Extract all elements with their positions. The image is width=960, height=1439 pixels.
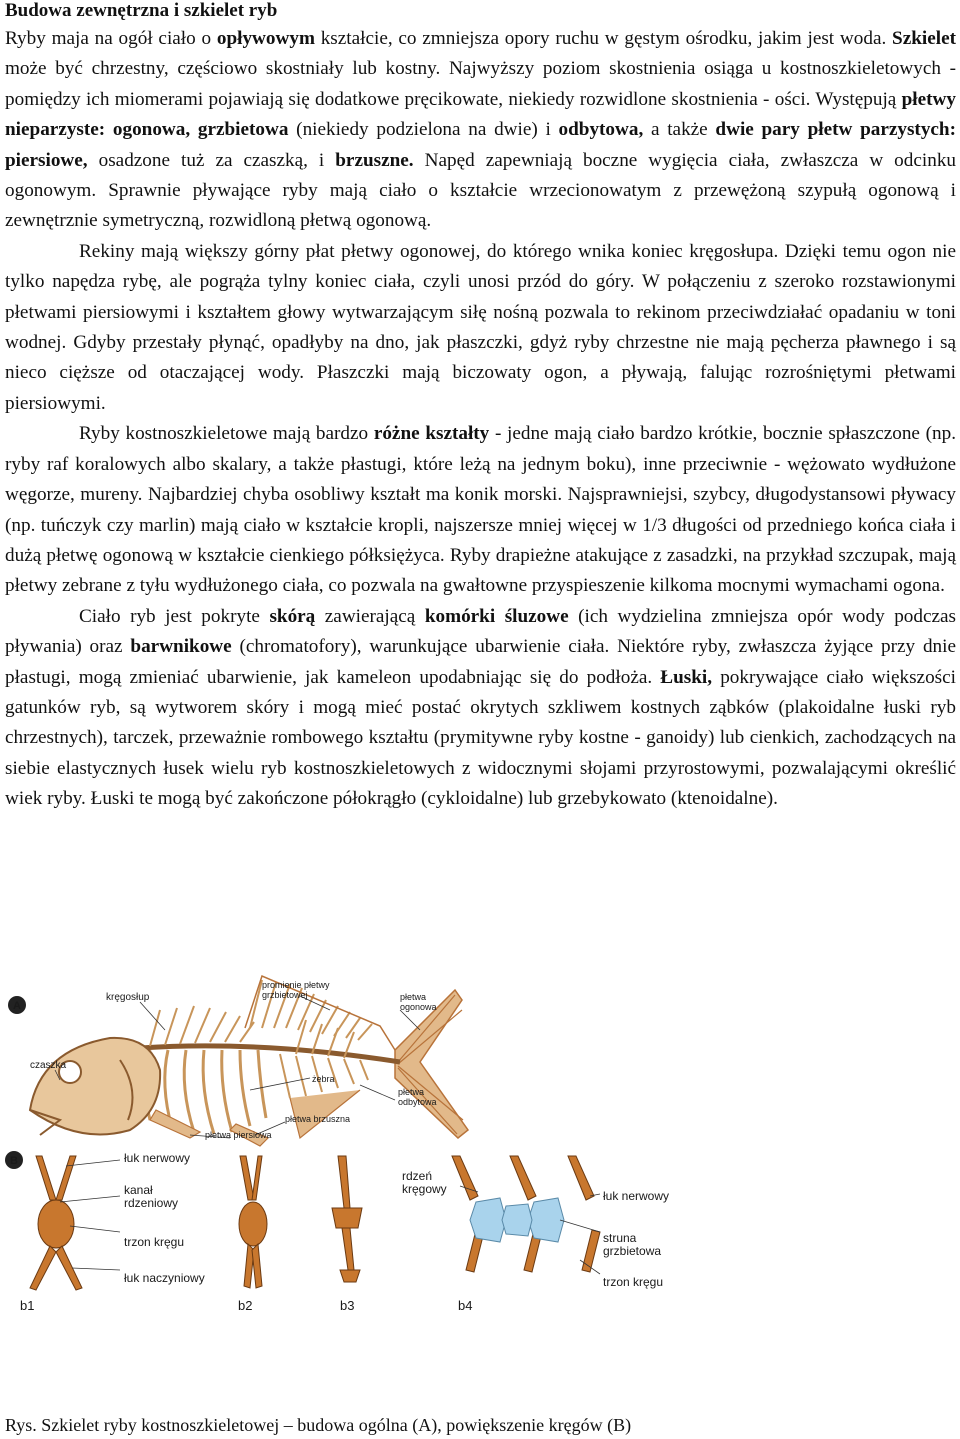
label-pletwa-brzuszna: płetwa brzuszna — [285, 1114, 351, 1124]
paragraph — [5, 24, 956, 237]
label-kanal-rdzeniowy: kanał rdzeniowy — [124, 1183, 179, 1211]
sublabel-b4: b4 — [458, 1298, 473, 1313]
text-run: może być chrzestny, częściowo skostniały lub kostny. Najwyższy poziom skostnienia osiąga u kostnoszkieletowych - pomiędzy ich miomerami pojawiają się dodatkowe pręcikowate, niekiedy rozwidlone skostnienia - ości. Występują — [5, 58, 956, 110]
label-luk-nerwowy: łuk nerwowy — [124, 1151, 191, 1165]
label-luk-naczyniowy: łuk naczyniowy — [124, 1271, 205, 1285]
bold-term: płetwy nieparzyste: ogonowa, grzbietowa — [5, 88, 956, 141]
text-run: - jedne mają ciało bardzo krótkie, bocznie spłaszczone (np. ryby raf koralowych albo skalary, a także płastugi, które leżą na jednym boku), inne przeciwnie - wężowato wydłużone węgorze, mureny. Najbardziej chyba osobliwy kształt ma konik morski. Najsprawniejsi, szybcy, długodystansowi pływacy (np. tuńczyk czy marlin) mają ciało w kształcie kropli, najszersze mniej więcej w 1/3 długości od przedniego końca ciała i dużą płetwę ogonową w kształcie cienkiego półksiężyca. Ryby drapieżne atakujące z zasadzki, na przykład szczupak, mają płetwy zebrane z tyłu wydłużonego ciała, co pozwala na gwałtowne przyspieszenie kilkoma mocnymi wymachami ogona. — [5, 423, 957, 597]
text-run: Ryby kostnoszkieletowe mają bardzo — [79, 423, 374, 445]
text-run: (niekiedy podzielona na dwie) i — [288, 119, 559, 141]
label-kregoslup: kręgosłup — [106, 992, 150, 1003]
page-title: Budowa zewnętrzna i szkielet ryb — [5, 0, 278, 21]
svg-text:A: A — [13, 1000, 21, 1012]
vertebra-b2 — [239, 1156, 267, 1288]
label-czaszka: czaszka — [30, 1060, 67, 1071]
bold-term: Szkielet — [892, 28, 956, 49]
bold-term: skórą — [269, 605, 316, 627]
bold-term: barwnikowe — [130, 636, 232, 658]
label-pletwa-ogonowa: płetwa ogonowa — [400, 992, 437, 1012]
label-trzon-kregu: trzon kręgu — [124, 1235, 185, 1249]
label-pletwa-piersiowa: płetwa piersiowa — [205, 1130, 272, 1140]
text-run: pokrywające ciało większości gatunków ryb, są wytworem skóry i mogą mieć postać okrytych szkliwem kostnych ząbków (plakoidalne łuski ryb chrzestnych), tarczek, przeważnie rombowego kształtu (prymitywne ryby kostne - ganoidy) lub cienkich, zachodzących na siebie elastycznych łusek wielu ryb kostnoszkieletowych z widocznymi słojami przyrostowymi, pozwalającymi określić wiek ryby. Łuski te mogą być zakończone półokrągło (cykloidalne) lub grzebykowato (ktenoidalne). — [5, 666, 956, 810]
svg-text:B: B — [10, 1155, 18, 1167]
skeleton-figure — [0, 970, 700, 1320]
text-run: Ryby maja na ogół ciało o — [5, 28, 217, 49]
text-run: a także — [643, 119, 716, 141]
text-run: (chromatofory), warunkujące ubarwienie ciała. Niektóre ryby, zwłaszcza żyjące przy dnie płastugi, mogą zmieniać ubarwienie, jak kameleon upodabniając się do podłoża. — [5, 636, 956, 688]
vertebra-b3 — [332, 1156, 362, 1282]
figure-caption: Rys. Szkielet ryby kostnoszkieletowej – budowa ogólna (A), powiększenie kręgów (B) — [5, 1415, 632, 1435]
text-run: Ciało ryb jest pokryte — [79, 605, 270, 627]
bold-term: Łuski, — [660, 666, 713, 688]
bold-term: różne kształty — [373, 423, 490, 445]
label-rdzen-kregowy: rdzeń kręgowy — [402, 1169, 447, 1197]
label-zebra: żebra — [312, 1074, 335, 1084]
paragraph — [5, 237, 956, 419]
label-trzon-kregu-b4: trzon kręgu — [603, 1275, 664, 1289]
body-text — [5, 24, 956, 815]
vertebra-b4 — [452, 1156, 600, 1272]
text-run: zawierającą — [315, 605, 425, 627]
badge-b — [5, 1151, 23, 1169]
text-run: (ich wydzielina zmniejsza opór wody podczas pływania) oraz — [5, 605, 957, 658]
paragraph — [5, 602, 956, 815]
bold-term: opływowym — [216, 28, 315, 49]
label-struna-grzbietowa: struna grzbietowa — [603, 1231, 662, 1259]
sublabel-b2: b2 — [238, 1298, 253, 1313]
badge-a — [8, 996, 26, 1014]
bold-term: odbytowa, — [558, 119, 644, 141]
bold-term: brzuszne. — [335, 149, 414, 171]
text-run: osadzone tuż za czaszką, i — [87, 149, 336, 171]
vertebra-b1 — [30, 1156, 82, 1290]
label-promienie-grzbietowej: promienie płetwy grzbietowej — [262, 980, 330, 1000]
label-luk-nerwowy-b4: łuk nerwowy — [603, 1189, 670, 1203]
text-run: kształcie, co zmniejsza opory ruchu w gęstym ośrodku, jakim jest woda. — [314, 28, 893, 49]
bold-term: komórki śluzowe — [424, 605, 569, 627]
text-run: Napęd zapewniają boczne wygięcia ciała, zwłaszcza w odcinku ogonowym. Sprawnie pływające ryby mają ciało o kształcie wrzecionowatym z przewężoną szypułą ogonową i zewnętrznie symetryczną, rozwidloną płetwą ogonową. — [5, 149, 957, 232]
text-run: Rekiny mają większy górny płat płetwy ogonowej, do którego wnika koniec kręgosłupa. Dzięki temu ogon nie tylko napędza rybę, ale pogrąża tylny koniec ciała, czyli unosi przód do góry. W połączeniu z szeroko rozstawionymi płetwami piersiowymi i kształtem głowy wytwarzającym siłę nośną pozwala to rekinom przeciwdziałać opadaniu w toni wodnej. Gdyby przestały płynąć, opadłyby na dno, jak płaszczki, gdyż ryby chrzestne nie mają pęcherza pławnego i są nieco cięższe od otaczającej wody. Płaszczki mają biczowaty ogon, a pływają, falując rozrośniętymi płetwami piersiowymi. — [5, 240, 956, 414]
sublabel-b1: b1 — [20, 1298, 35, 1313]
label-pletwa-odbytowa: płetwa odbytowa — [398, 1087, 437, 1107]
bold-term: dwie pary płetw parzystych: piersiowe, — [5, 119, 956, 171]
sublabel-b3: b3 — [340, 1298, 355, 1313]
paragraph — [5, 419, 956, 601]
